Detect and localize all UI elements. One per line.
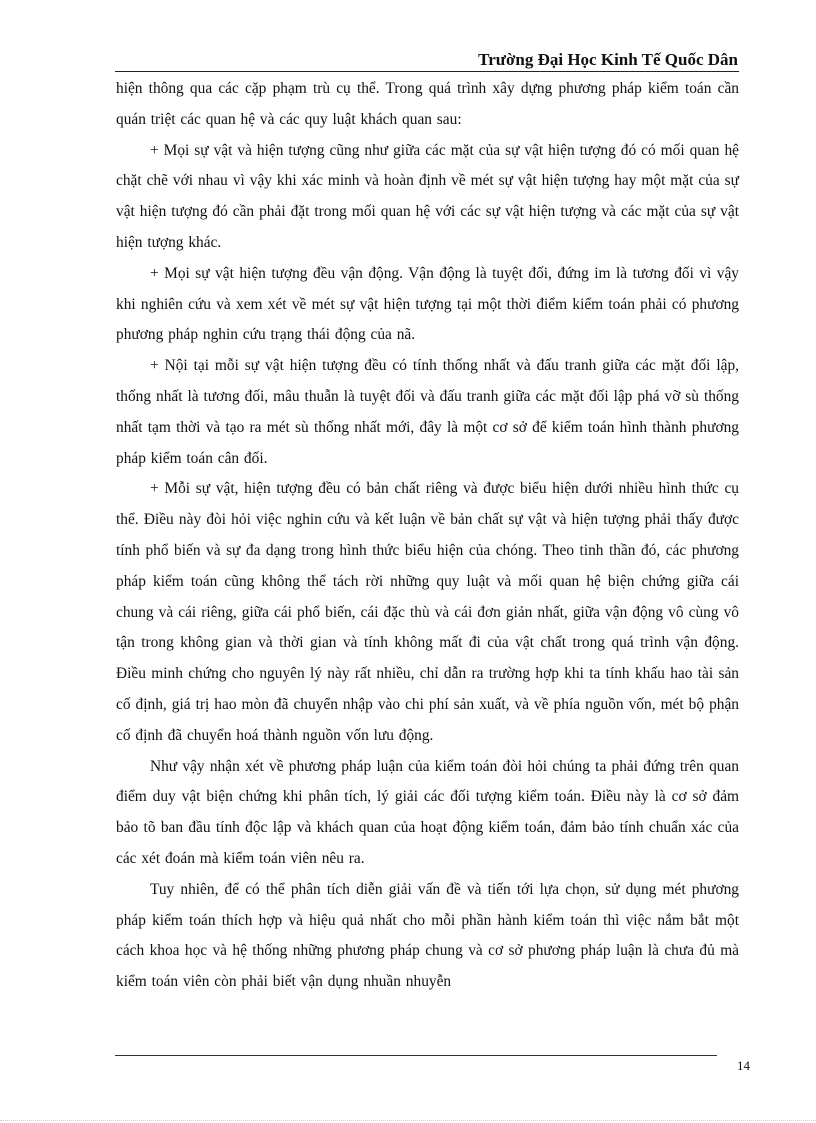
paragraph: Như vậy nhận xét về phương pháp luận của kiểm toán đòi hỏi chúng ta phải đứng trên quan điểm duy vật biện chứng khi phân tích, lý giải các đối tượng kiểm toán. Điều này là cơ sở đảm bảo tõ ban đầu tính độc lập và khách quan của hoạt động kiểm toán, đảm bảo tính chuẩn xác của các xét đoán mà kiểm toán viên nêu ra.	[116, 757, 739, 867]
paragraph: hiện thông qua các cặp phạm trù cụ thể. Trong quá trình xây dựng phương pháp kiểm toán cần quán triệt các quan hệ và các quy luật khách quan sau:	[116, 80, 739, 128]
paragraph: + Nội tại mỗi sự vật hiện tượng đều có tính thống nhất và đấu tranh giữa các mặt đối lập, thống nhất là tương đối, mâu thuẫn là tuyệt đối và đấu tranh giữa các mặt đối lập phá vỡ sù thống nhất tạm thời và tạo ra mét sù thống nhất mới, đây là một cơ sở để kiểm toán hình thành phương pháp kiểm toán cân đối.	[116, 357, 739, 467]
paragraph: + Mỗi sự vật, hiện tượng đều có bản chất riêng và được biểu hiện dưới nhiều hình thức cụ thể. Điều này đòi hỏi việc nghin cứu và kết luận về bản chất sự vật và hiện tượng phải thấy được tính phổ biến và sự đa dạng trong hình thức biểu hiện của chóng. Theo tinh thần đó, các phương pháp kiểm toán cũng không thể tách rời những quy luật và mối quan hệ biện chứng giữa cái chung và cái riêng, giữa cái phổ biến, cái đặc thù và cái đơn giản nhất, giữa vận động vô cùng vô tận trong không gian và thời gian và tính không mất đi của vật chất trong quá trình vận động. Điều minh chứng cho nguyên lý này rất nhiều, chỉ dẫn ra trường hợp khi ta tính khấu hao tài sản cố định, giá trị hao mòn đã chuyển nhập vào chi phí sản xuất, và về phía nguồn vốn, mét bộ phận cố định đã chuyển hoá thành nguồn vốn lưu động.	[116, 480, 739, 744]
document-body	[116, 74, 739, 998]
document-header-title: Trường Đại Học Kinh Tế Quốc Dân	[478, 50, 738, 69]
page-boundary	[0, 1120, 816, 1121]
paragraph: Tuy nhiên, để có thể phân tích diễn giải vấn đề và tiến tới lựa chọn, sử dụng mét phương pháp kiểm toán thích hợp và hiệu quả nhất cho mỗi phần hành kiểm toán thì việc nắm bắt một cách khoa học và hệ thống những phương pháp chung và cơ sở phương pháp luận là chưa đủ mà kiểm toán viên còn phải biết vận dụng nhuần nhuyễn	[116, 880, 739, 991]
page-number: 14	[737, 1058, 750, 1073]
paragraph: + Mọi sự vật và hiện tượng cũng như giữa các mặt của sự vật hiện tượng đó có mối quan hệ chặt chẽ với nhau vì vậy khi xác minh và hoàn định về mét sự vật hiện tượng hay một mặt của sự vật hiện tượng đó cần phải đặt trong mối quan hệ với các sự vật hiện tượng và các mặt của sự vật hiện tượng khác.	[116, 141, 739, 251]
paragraph: + Mọi sự vật hiện tượng đều vận động. Vận động là tuyệt đối, đứng im là tương đối vì vậy khi nghiên cứu và xem xét về mét sự vật hiện tượng tại một thời điểm kiểm toán phải có phương phương pháp nghin cứu trạng thái động của nã.	[116, 264, 739, 344]
header-divider	[115, 71, 739, 72]
footer-divider	[115, 1055, 717, 1056]
